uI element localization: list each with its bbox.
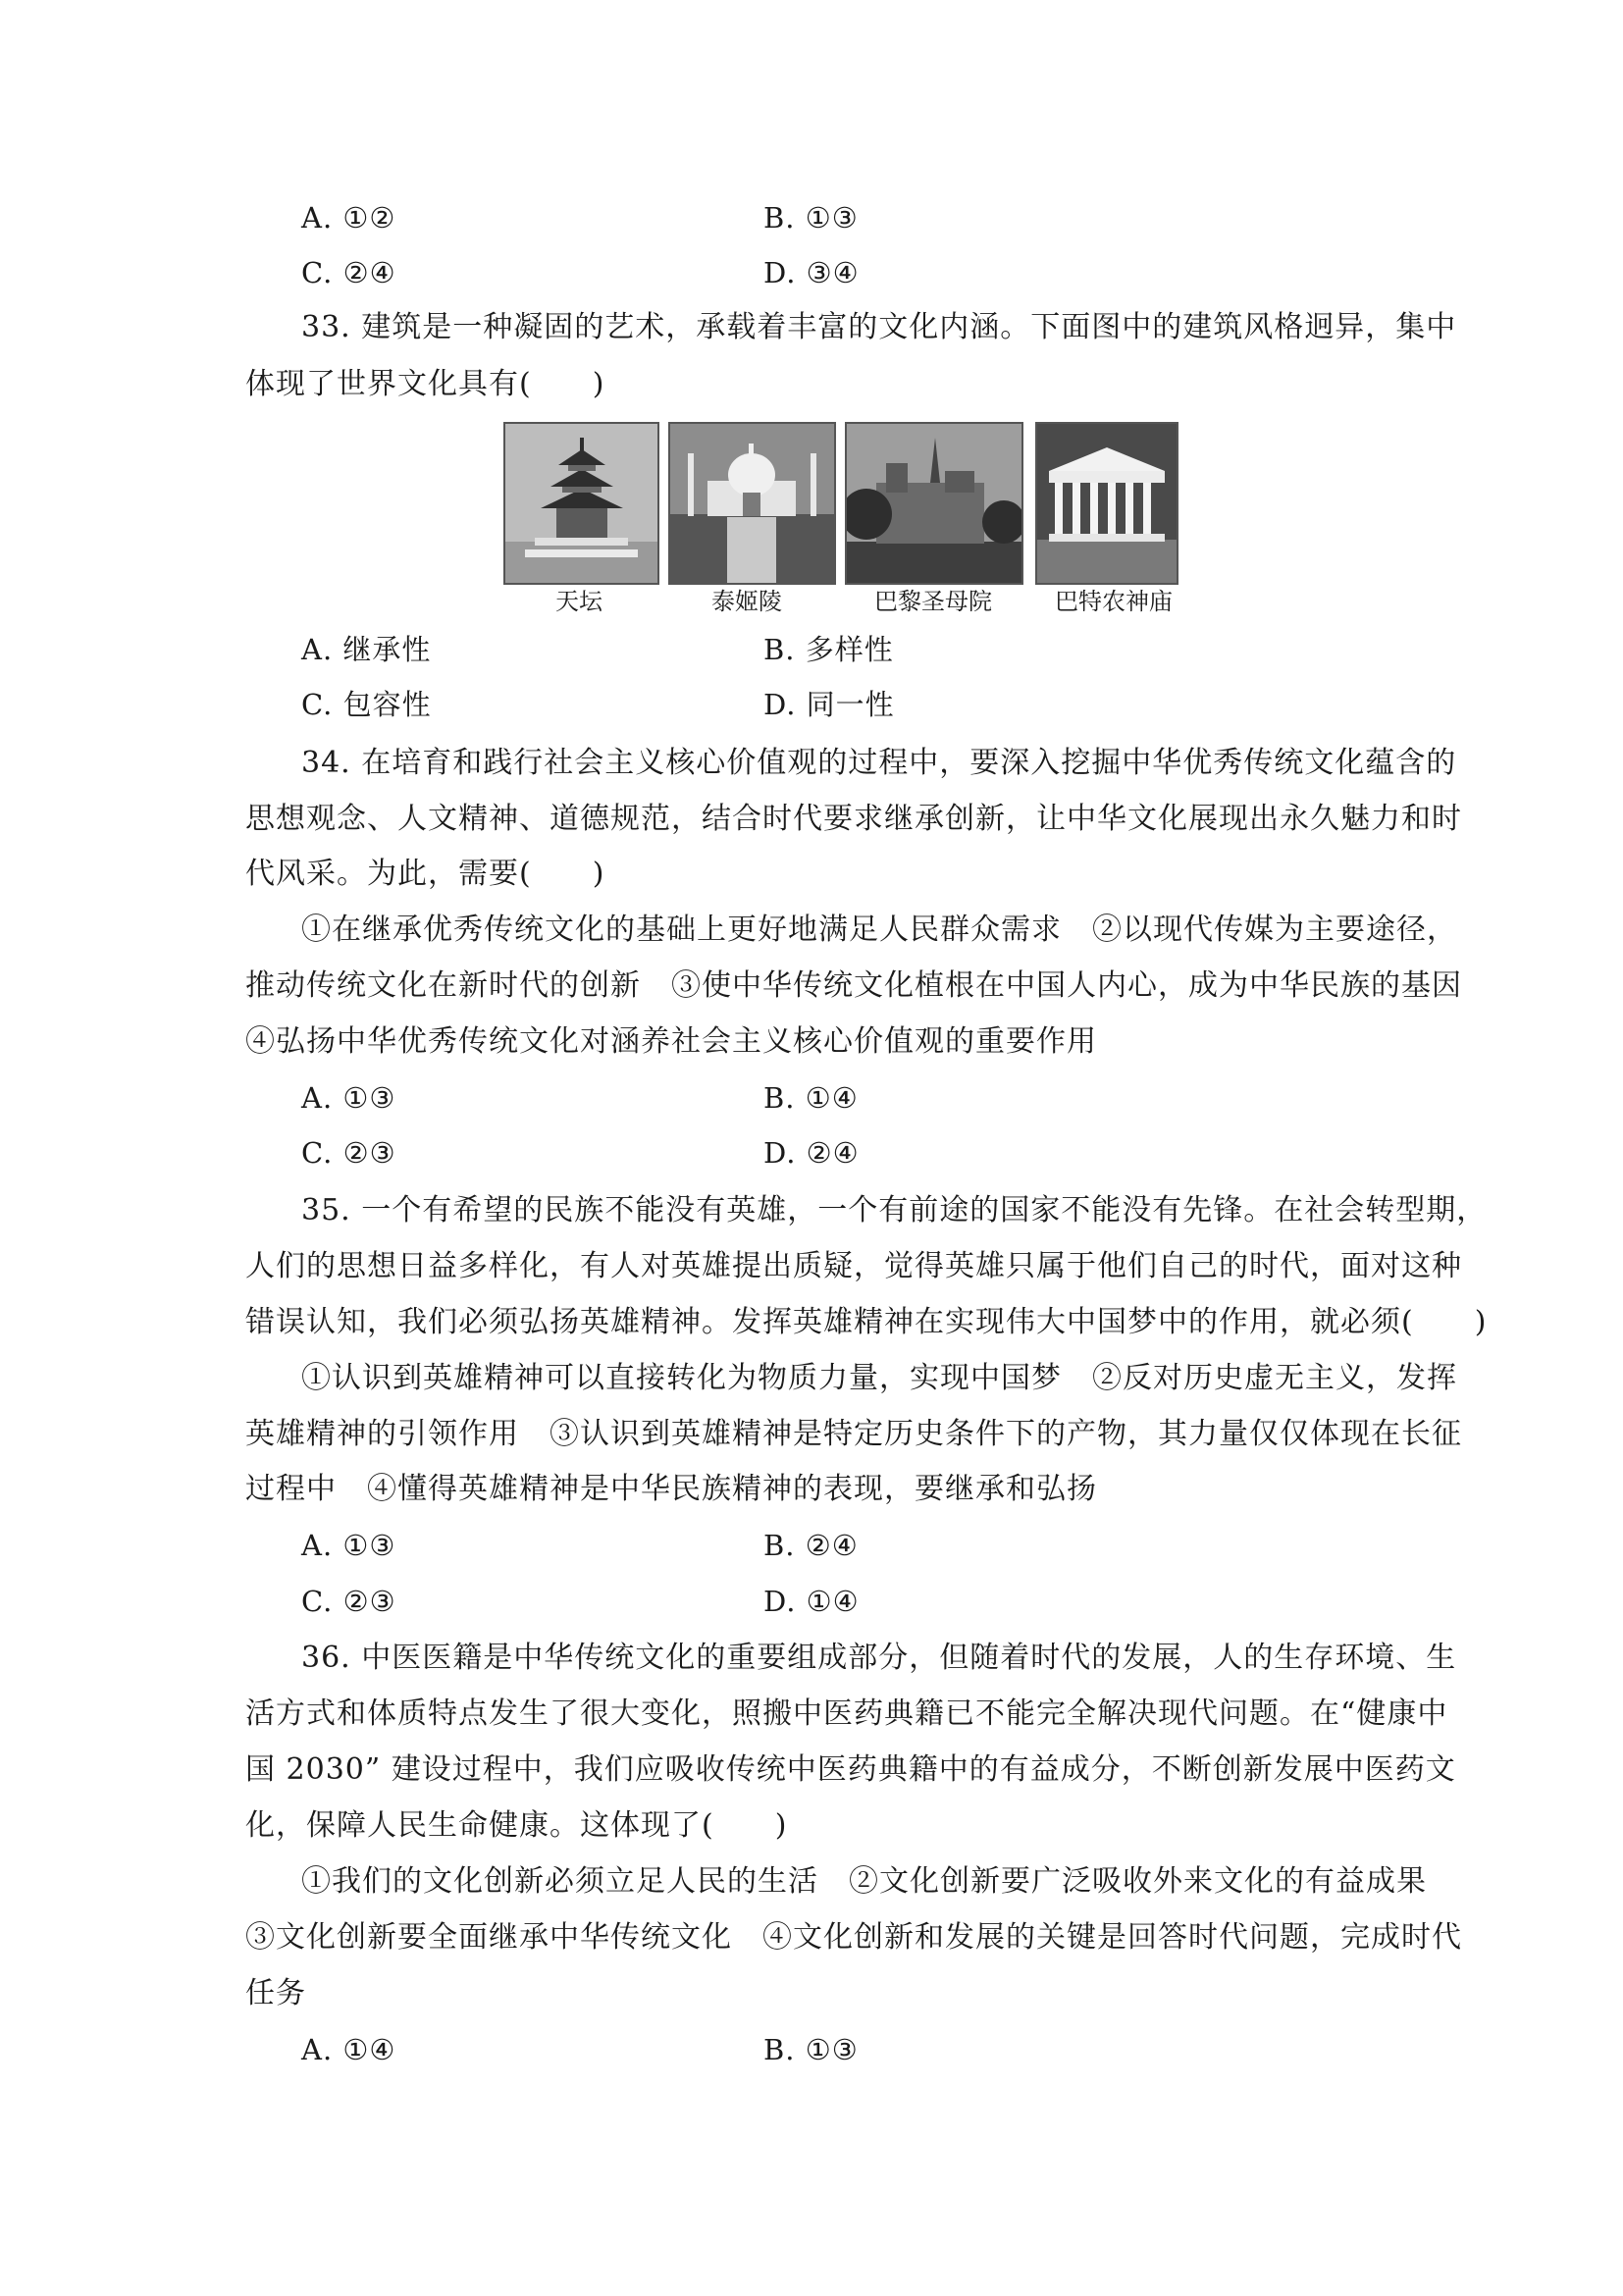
q36-statement-line-2: ③文化创新要全面继承中华传统文化 ④文化创新和发展的关键是回答时代问题，完成时代 [245,1920,1462,1955]
caption-temple-of-heaven: 天坛 [555,588,602,615]
q35-statement-line-1: ①认识到英雄精神可以直接转化为物质力量，实现中国梦 ②反对历史虚无主义，发挥 [301,1361,1457,1395]
q32-option-a: A. ①② [301,201,396,235]
q35-option-d: D. ①④ [763,1585,860,1618]
q35-option-b: B. ②④ [763,1529,859,1562]
q32-option-c: C. ②④ [301,256,396,289]
q35-option-c: C. ②③ [301,1585,396,1618]
q35-stem-line-3: 错误认知，我们必须弘扬英雄精神。发挥英雄精神在实现伟大中国梦中的作用，就必须( ) [245,1305,1488,1339]
q32-option-b: B. ①③ [763,201,859,235]
q34-stem-line-3: 代风采。为此，需要( ) [245,857,605,891]
q34-statement-line-3: ④弘扬中华优秀传统文化对涵养社会主义核心价值观的重要作用 [245,1024,1097,1059]
q34-stem-line-1: 34. 在培育和践行社会主义核心价值观的过程中，要深入挖掘中华优秀传统文化蕴含的 [301,746,1457,780]
caption-taj-mahal: 泰姬陵 [711,588,782,615]
caption-parthenon: 巴特农神庙 [1055,588,1173,615]
q34-option-a: A. ①③ [301,1081,396,1115]
q36-option-a: A. ①④ [301,2033,396,2066]
q33-option-d: D. 同一性 [763,688,895,721]
q33-option-b: B. 多样性 [763,633,894,666]
q34-option-c: C. ②③ [301,1136,396,1170]
notre-dame-image [845,422,1023,585]
q35-statement-line-2: 英雄精神的引领作用 ③认识到英雄精神是特定历史条件下的产物，其力量仅仅体现在长征 [245,1417,1462,1451]
q34-stem-line-2: 思想观念、人文精神、道德规范，结合时代要求继承创新，让中华文化展现出永久魅力和时 [245,802,1462,836]
q36-stem-line-1: 36. 中医医籍是中华传统文化的重要组成部分，但随着时代的发展，人的生存环境、生 [301,1641,1457,1675]
q36-statement-line-3: 任务 [245,1976,306,2010]
q32-option-d: D. ③④ [763,256,860,289]
q35-stem-line-1: 35. 一个有希望的民族不能没有英雄，一个有前途的国家不能没有先锋。在社会转型期， [301,1193,1488,1227]
q33-option-c: C. 包容性 [301,688,432,721]
q36-stem-line-3: 国 2030” 建设过程中，我们应吸收传统中医药典籍中的有益成分，不断创新发展中医药文 [245,1752,1456,1787]
q35-stem-line-2: 人们的思想日益多样化，有人对英雄提出质疑，觉得英雄只属于他们自己的时代，面对这种 [245,1249,1462,1283]
q34-option-d: D. ②④ [763,1136,860,1170]
temple-of-heaven-image [503,422,659,585]
parthenon-image [1035,422,1178,585]
q34-statement-line-1: ①在继承优秀传统文化的基础上更好地满足人民群众需求 ②以现代传媒为主要途径， [301,913,1457,947]
q36-option-b: B. ①③ [763,2033,859,2066]
q33-stem-line-2: 体现了世界文化具有( ) [245,367,605,401]
q34-option-b: B. ①④ [763,1081,859,1115]
caption-notre-dame: 巴黎圣母院 [874,588,992,615]
q33-option-a: A. 继承性 [301,633,432,666]
q35-option-a: A. ①③ [301,1529,396,1562]
taj-mahal-image [668,422,836,585]
q36-stem-line-4: 化，保障人民生命健康。这体现了( ) [245,1808,788,1843]
q35-statement-line-3: 过程中 ④懂得英雄精神是中华民族精神的表现，要继承和弘扬 [245,1472,1097,1506]
q36-stem-line-2: 活方式和体质特点发生了很大变化，照搬中医药典籍已不能完全解决现代问题。在“健康中 [245,1696,1448,1731]
q36-statement-line-1: ①我们的文化创新必须立足人民的生活 ②文化创新要广泛吸收外来文化的有益成果 [301,1864,1427,1899]
q33-stem-line-1: 33. 建筑是一种凝固的艺术，承载着丰富的文化内涵。下面图中的建筑风格迥异，集中 [301,310,1457,344]
q34-statement-line-2: 推动传统文化在新时代的创新 ③使中华传统文化植根在中国人内心，成为中华民族的基因 [245,968,1462,1003]
